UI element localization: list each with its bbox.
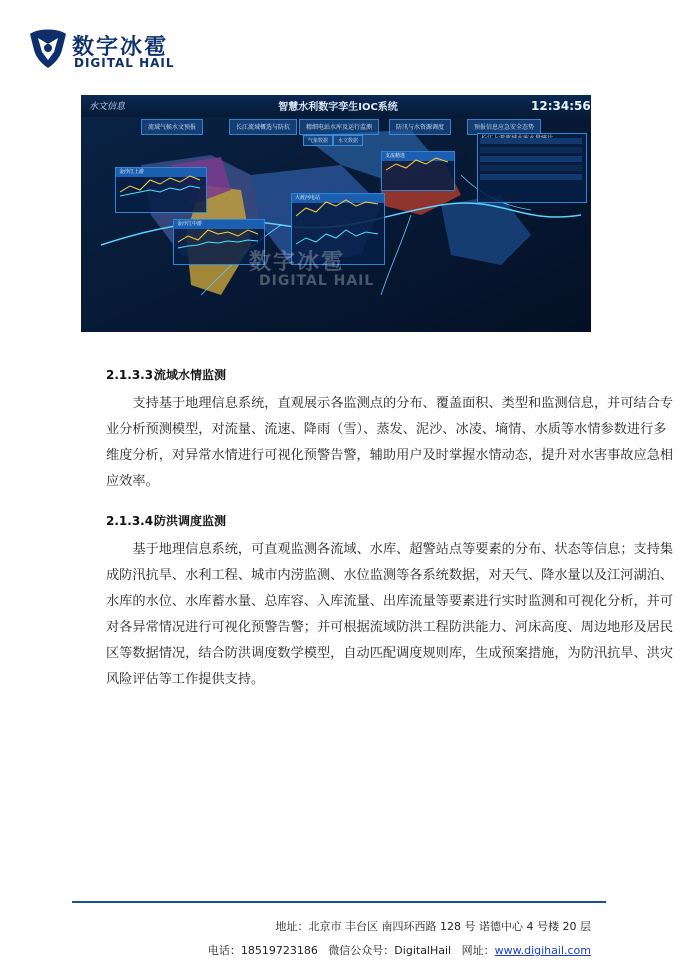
section-heading <box>106 366 226 383</box>
panel-chart <box>116 168 204 200</box>
paragraph-line: 区等数据情况，结合防洪调度数学模型，自动匹配调度规则库，生成预案措施，为防汛抗旱、洪灾 <box>106 646 674 661</box>
paragraph-line: 应效率。 <box>106 474 159 489</box>
panel-header: 金沙江中游 <box>174 220 264 229</box>
logo-english-text: DIGITAL HAIL <box>74 56 175 70</box>
dashboard-subtab: 水文数据 <box>333 135 363 146</box>
dashboard-screenshot <box>81 95 591 332</box>
section-paragraph <box>106 391 674 495</box>
dashboard-subtab: 气象数据 <box>303 135 333 146</box>
paragraph-line: 水库的水位、水库蓄水量、总库容、入库流量、出库流量等要素进行实时监测和可视化分析，并可 <box>106 594 674 609</box>
dashboard-tab-bar <box>81 119 591 133</box>
watermark-en: DIGITAL HAIL <box>259 273 375 289</box>
reservoir-stats-panel <box>477 133 587 203</box>
paragraph-line: 维度分析，对异常水情进行可视化预警告警，辅助用户及时掌握水情动态，提升对水害事故应急相 <box>106 448 674 463</box>
footer-phone: 电话：18519723186 <box>207 944 318 957</box>
paragraph-line: 风险评估等工作提供支持。 <box>106 672 265 687</box>
dashboard-tab: 长江流域概选与防抗 <box>229 119 297 135</box>
paragraph-line: 基于地理信息系统，可直观监测各流域、水库、超警站点等要素的分布、状态等信息；支持集 <box>132 542 674 557</box>
section-title: 流域水情监测 <box>154 368 227 382</box>
section-title: 防洪调度监测 <box>154 514 227 528</box>
dashboard-tab: 精细电站水库及运行监测 <box>299 119 379 135</box>
footer-address: 地址：北京市 丰台区 南四环西路 128 号 诺德中心 4 号楼 20 层 <box>275 920 591 933</box>
panel-chart <box>292 194 382 252</box>
footer-contact <box>208 942 591 958</box>
dashboard-clock: 12:34:56 <box>531 99 591 113</box>
dashboard-tab: 流域气候水文预报 <box>141 119 203 135</box>
section-paragraph <box>106 537 674 693</box>
footer-divider <box>72 901 606 903</box>
footer-site-label: 网址： <box>461 944 495 957</box>
station-panel <box>381 151 455 191</box>
footer-wechat: 微信公众号：DigitalHail <box>328 944 452 957</box>
stats-table-rows <box>478 134 584 190</box>
paragraph-line: 支持基于地理信息系统，直观展示各监测点的分布、覆盖面积、类型和监测信息，并可结合专 <box>132 396 674 411</box>
station-panel <box>115 167 207 213</box>
section-number: 2.1.3.4. <box>106 514 158 528</box>
panel-header: 支流精选 <box>382 152 454 161</box>
company-logo <box>26 28 186 72</box>
watermark-cn: 数字冰雹 <box>249 250 346 275</box>
paragraph-line: 成防汛抗旱、水利工程、城市内涝监测、水位监测等各系统数据，对天气、降水量以及江河湖泊、 <box>106 568 674 583</box>
dashboard-tab: 防汛与水资源调度 <box>389 119 451 135</box>
paragraph-line: 业分析预测模型，对流量、流速、降雨（雪）、蒸发、泥沙、冰凌、墒情、水质等水情参数进行多 <box>106 422 667 437</box>
dashboard-tab: 预报信息应急安全态势 <box>467 119 541 135</box>
panel-header: 金沙江上游 <box>116 168 206 177</box>
paragraph-line: 对各异常情况进行可视化预警告警；并可根据流域防洪工程防洪能力、河床高度、周边地形及居民 <box>106 620 674 635</box>
hail-logo-icon <box>26 28 70 70</box>
panel-chart <box>382 152 452 178</box>
section-heading <box>106 512 226 529</box>
website-link[interactable]: www.digihail.com <box>494 944 591 957</box>
dashboard-title: 智慧水利数字孪生IOC系统 <box>278 102 398 113</box>
panel-header: 大渡河电站 <box>292 194 384 203</box>
dashboard-corner-label: 水文信息 <box>89 102 126 112</box>
logo-chinese-text: 数字冰雹 <box>72 35 169 60</box>
section-number: 2.1.3.3. <box>106 368 158 382</box>
